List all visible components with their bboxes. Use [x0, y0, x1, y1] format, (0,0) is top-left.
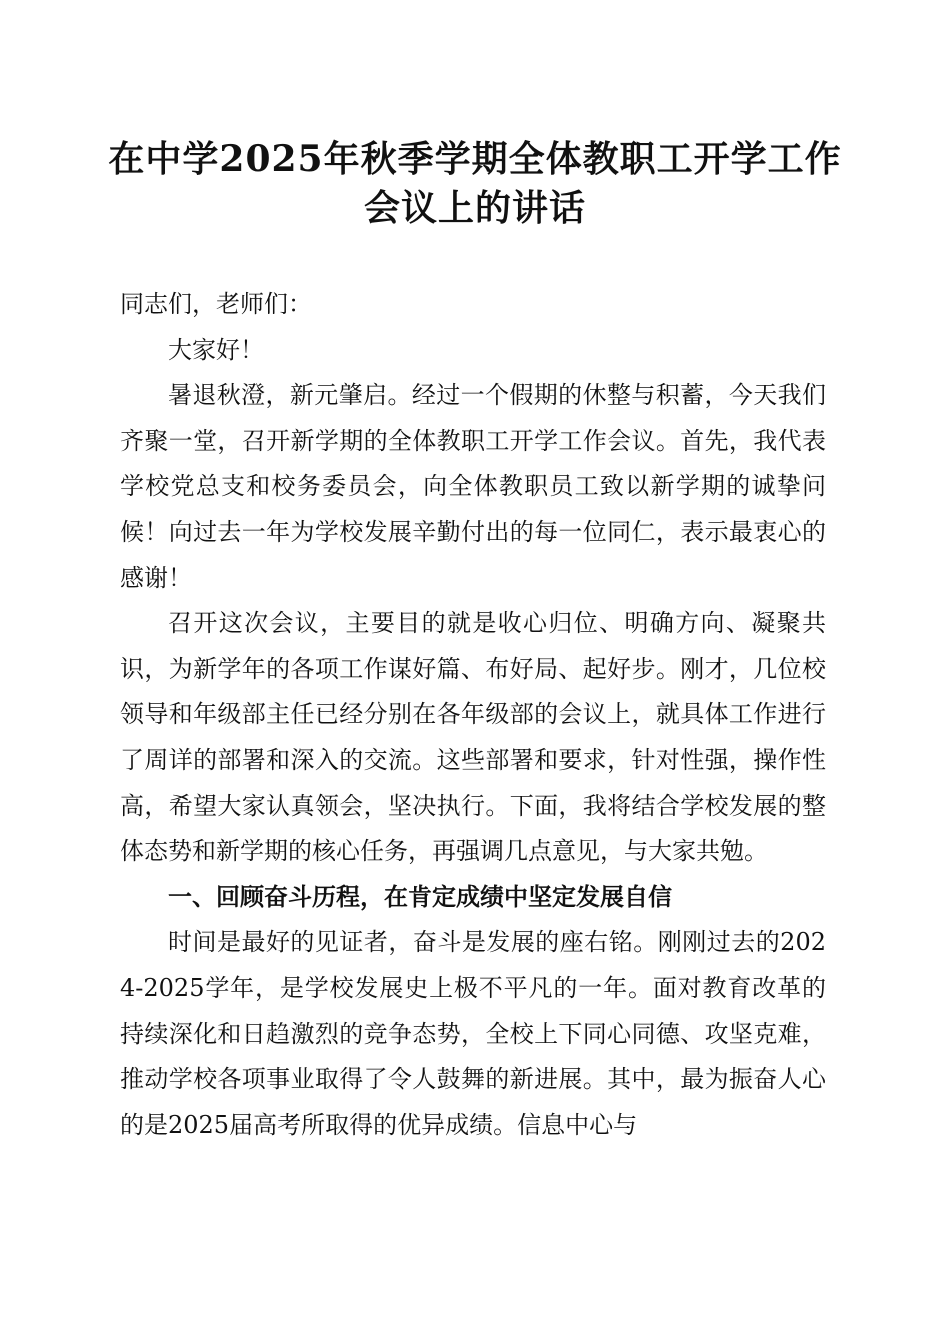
section-heading-1: 一、回顾奋斗历程，在肯定成绩中坚定发展自信 [168, 882, 672, 911]
paragraph-opening: 暑退秋澄，新元肇启。经过一个假期的休整与积蓄，今天我们齐聚一堂，召开新学期的全体教职工开学工作会议。首先，我代表学校党总支和校务委员会，向全体教职员工致以新学期的诚挚问候！向过去一年为学校发展辛勤付出的每一位同仁，表示最衷心的感谢！ [120, 381, 826, 592]
document-title-line-2: 会议上的讲话 [363, 187, 586, 229]
salutation: 同志们，老师们： [120, 290, 312, 318]
greeting: 大家好！ [168, 335, 264, 364]
paragraph-purpose: 召开这次会议，主要目的就是收心归位、明确方向、凝聚共识，为新学年的各项工作谋好篇、布好局、起好步。刚才，几位校领导和年级部主任已经分别在各年级部的会议上，就具体工作进行了周详的部署和深入的交流。这些部署和要求，针对性强，操作性高，希望大家认真领会，坚决执行。下面，我将结合学校发展的整体态势和新学期的核心任务，再强调几点意见，与大家共勉。 [120, 609, 826, 866]
document-body [120, 282, 826, 1148]
paragraph-review: 时间是最好的见证者，奋斗是发展的座右铭。刚刚过去的2024-2025学年，是学校发展史上极不平凡的一年。面对教育改革的持续深化和日趋激烈的竞争态势，全校上下同心同德、攻坚克难，推动学校各项事业取得了令人鼓舞的新进展。其中，最为振奋人心的是2025届高考所取得的优异成绩。信息中心与 [120, 928, 826, 1139]
document-title-line-1: 在中学2025年秋季学期全体教职工开学工作 [108, 138, 842, 180]
